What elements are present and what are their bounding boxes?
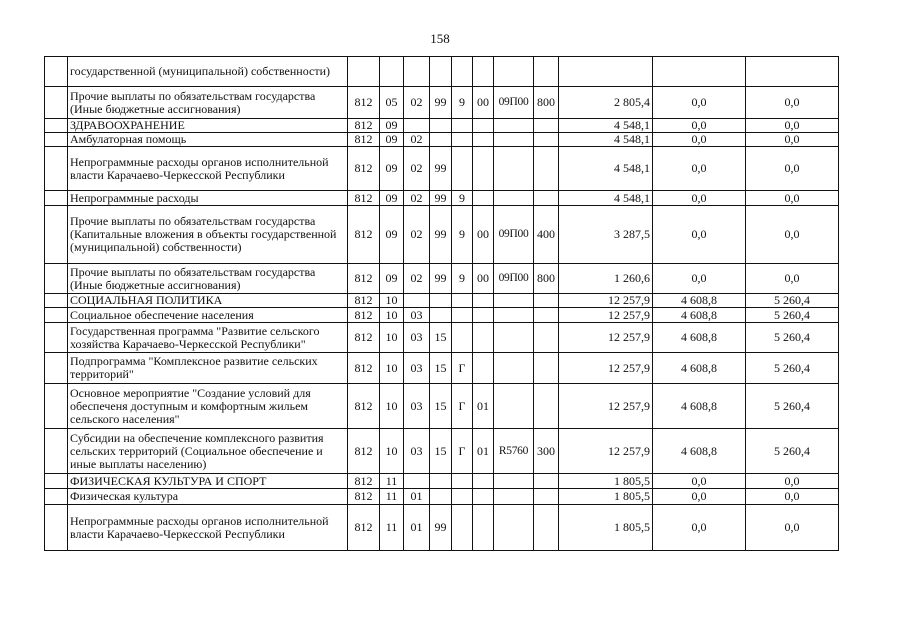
section-code-cell: 10 <box>380 308 404 323</box>
amount-year3-cell: 0,0 <box>746 264 839 294</box>
amount-year1-cell: 1 805,5 <box>559 474 653 489</box>
amount-year3-cell: 5 260,4 <box>746 429 839 474</box>
expense-type-code-cell <box>534 147 559 191</box>
row-name-cell: Амбулаторная помощь <box>68 133 348 147</box>
subprogram-code-cell <box>452 119 473 133</box>
row-margin-cell <box>45 353 68 384</box>
section-code-cell: 09 <box>380 191 404 206</box>
admin-code-cell: 812 <box>348 429 380 474</box>
admin-code-cell: 812 <box>348 294 380 308</box>
amount-year3-cell <box>746 57 839 87</box>
row-name-cell: Подпрограмма "Комплексное развитие сельских территорий" <box>68 353 348 384</box>
program-code-cell: 99 <box>430 191 452 206</box>
row-margin-cell <box>45 429 68 474</box>
program-code-cell: 99 <box>430 87 452 119</box>
subsection-code-cell: 02 <box>404 133 430 147</box>
section-code-cell: 10 <box>380 323 404 353</box>
row-name-cell: СОЦИАЛЬНАЯ ПОЛИТИКА <box>68 294 348 308</box>
table-row <box>45 147 839 191</box>
subprogram-code-cell <box>452 474 473 489</box>
amount-year3-cell: 5 260,4 <box>746 308 839 323</box>
table-row <box>45 323 839 353</box>
expense-type-code-cell <box>534 133 559 147</box>
amount-year1-cell <box>559 57 653 87</box>
expense-type-code-cell <box>534 505 559 551</box>
amount-year1-cell: 12 257,9 <box>559 429 653 474</box>
table-row <box>45 133 839 147</box>
amount-year3-cell: 0,0 <box>746 191 839 206</box>
section-code-cell: 09 <box>380 133 404 147</box>
section-code-cell: 09 <box>380 206 404 264</box>
subprogram-code-cell: Г <box>452 429 473 474</box>
amount-year3-cell: 5 260,4 <box>746 384 839 429</box>
row-name-cell: Социальное обеспечение населения <box>68 308 348 323</box>
subsection-code-cell <box>404 474 430 489</box>
amount-year2-cell: 0,0 <box>653 505 746 551</box>
admin-code-cell: 812 <box>348 489 380 505</box>
subsection-code-cell <box>404 57 430 87</box>
row-margin-cell <box>45 505 68 551</box>
section-code-cell: 09 <box>380 119 404 133</box>
expense-type-code-cell <box>534 119 559 133</box>
subprogram-code-cell <box>452 489 473 505</box>
table-row <box>45 384 839 429</box>
section-code-cell: 11 <box>380 505 404 551</box>
direction-code-cell <box>494 294 534 308</box>
subprogram-code-cell: Г <box>452 353 473 384</box>
direction-code-cell <box>494 57 534 87</box>
section-code-cell: 09 <box>380 264 404 294</box>
row-name-cell: ФИЗИЧЕСКАЯ КУЛЬТУРА И СПОРТ <box>68 474 348 489</box>
program-code-cell <box>430 474 452 489</box>
subprogram-code-cell <box>452 294 473 308</box>
event-code-cell <box>473 191 494 206</box>
admin-code-cell: 812 <box>348 308 380 323</box>
amount-year3-cell: 5 260,4 <box>746 353 839 384</box>
program-code-cell <box>430 133 452 147</box>
amount-year1-cell: 12 257,9 <box>559 323 653 353</box>
amount-year1-cell: 12 257,9 <box>559 294 653 308</box>
section-code-cell: 10 <box>380 353 404 384</box>
event-code-cell <box>473 133 494 147</box>
event-code-cell <box>473 489 494 505</box>
admin-code-cell: 812 <box>348 206 380 264</box>
amount-year2-cell: 0,0 <box>653 191 746 206</box>
direction-code-cell: R5760 <box>494 429 534 474</box>
direction-code-cell <box>494 474 534 489</box>
section-code-cell: 11 <box>380 474 404 489</box>
amount-year2-cell: 4 608,8 <box>653 429 746 474</box>
row-name-cell: Субсидии на обеспечение комплексного развития сельских территорий (Социальное обеспечение и иные выплаты населению) <box>68 429 348 474</box>
subsection-code-cell <box>404 294 430 308</box>
event-code-cell <box>473 119 494 133</box>
program-code-cell <box>430 119 452 133</box>
row-name-cell: Государственная программа "Развитие сельского хозяйства Карачаево-Черкесской Республики" <box>68 323 348 353</box>
section-code-cell: 11 <box>380 489 404 505</box>
direction-code-cell <box>494 119 534 133</box>
admin-code-cell: 812 <box>348 353 380 384</box>
row-margin-cell <box>45 489 68 505</box>
row-margin-cell <box>45 474 68 489</box>
table-row <box>45 57 839 87</box>
direction-code-cell <box>494 308 534 323</box>
direction-code-cell <box>494 384 534 429</box>
event-code-cell: 01 <box>473 429 494 474</box>
row-name-cell: Прочие выплаты по обязательствам государства (Иные бюджетные ассигнования) <box>68 264 348 294</box>
amount-year1-cell: 4 548,1 <box>559 119 653 133</box>
subprogram-code-cell <box>452 133 473 147</box>
event-code-cell <box>473 308 494 323</box>
subsection-code-cell <box>404 119 430 133</box>
amount-year2-cell: 0,0 <box>653 119 746 133</box>
amount-year2-cell: 4 608,8 <box>653 323 746 353</box>
amount-year3-cell: 0,0 <box>746 119 839 133</box>
expense-type-code-cell <box>534 323 559 353</box>
section-code-cell <box>380 57 404 87</box>
amount-year2-cell: 4 608,8 <box>653 384 746 429</box>
direction-code-cell <box>494 323 534 353</box>
program-code-cell <box>430 57 452 87</box>
row-name-cell: Непрограммные расходы органов исполнительной власти Карачаево-Черкесской Республики <box>68 147 348 191</box>
subsection-code-cell: 02 <box>404 206 430 264</box>
section-code-cell: 10 <box>380 429 404 474</box>
expense-type-code-cell <box>534 384 559 429</box>
program-code-cell <box>430 489 452 505</box>
amount-year2-cell: 0,0 <box>653 133 746 147</box>
program-code-cell: 15 <box>430 384 452 429</box>
table-row <box>45 264 839 294</box>
table-body <box>45 57 839 551</box>
admin-code-cell <box>348 57 380 87</box>
amount-year2-cell: 4 608,8 <box>653 308 746 323</box>
program-code-cell: 99 <box>430 505 452 551</box>
amount-year2-cell <box>653 57 746 87</box>
amount-year3-cell: 0,0 <box>746 505 839 551</box>
program-code-cell: 15 <box>430 429 452 474</box>
direction-code-cell <box>494 489 534 505</box>
amount-year2-cell: 0,0 <box>653 87 746 119</box>
subsection-code-cell: 02 <box>404 87 430 119</box>
amount-year1-cell: 3 287,5 <box>559 206 653 264</box>
subprogram-code-cell <box>452 505 473 551</box>
section-code-cell: 09 <box>380 147 404 191</box>
expense-type-code-cell <box>534 353 559 384</box>
table-row <box>45 119 839 133</box>
subsection-code-cell: 02 <box>404 264 430 294</box>
row-margin-cell <box>45 323 68 353</box>
expense-type-code-cell: 300 <box>534 429 559 474</box>
table-row <box>45 429 839 474</box>
amount-year3-cell: 0,0 <box>746 133 839 147</box>
row-name-cell: Физическая культура <box>68 489 348 505</box>
subsection-code-cell: 03 <box>404 308 430 323</box>
table-row <box>45 308 839 323</box>
admin-code-cell: 812 <box>348 323 380 353</box>
table-row <box>45 505 839 551</box>
direction-code-cell <box>494 505 534 551</box>
subprogram-code-cell <box>452 308 473 323</box>
row-margin-cell <box>45 264 68 294</box>
direction-code-cell <box>494 353 534 384</box>
event-code-cell: 00 <box>473 264 494 294</box>
program-code-cell: 15 <box>430 353 452 384</box>
expense-type-code-cell: 800 <box>534 87 559 119</box>
row-margin-cell <box>45 308 68 323</box>
amount-year1-cell: 1 805,5 <box>559 505 653 551</box>
event-code-cell: 00 <box>473 87 494 119</box>
event-code-cell <box>473 474 494 489</box>
expense-type-code-cell <box>534 308 559 323</box>
row-name-cell: Основное мероприятие "Создание условий для обеспеченя доступным и комфортным жильем сельского населения" <box>68 384 348 429</box>
subsection-code-cell: 03 <box>404 353 430 384</box>
amount-year1-cell: 12 257,9 <box>559 308 653 323</box>
expense-type-code-cell <box>534 57 559 87</box>
admin-code-cell: 812 <box>348 505 380 551</box>
event-code-cell <box>473 294 494 308</box>
section-code-cell: 10 <box>380 294 404 308</box>
amount-year2-cell: 4 608,8 <box>653 353 746 384</box>
admin-code-cell: 812 <box>348 147 380 191</box>
row-margin-cell <box>45 294 68 308</box>
amount-year1-cell: 4 548,1 <box>559 147 653 191</box>
table-row <box>45 474 839 489</box>
amount-year1-cell: 12 257,9 <box>559 353 653 384</box>
row-margin-cell <box>45 191 68 206</box>
admin-code-cell: 812 <box>348 264 380 294</box>
program-code-cell <box>430 308 452 323</box>
table-row <box>45 353 839 384</box>
row-name-cell: Прочие выплаты по обязательствам государства (Капитальные вложения в объекты государственной (муниципальной) собственности) <box>68 206 348 264</box>
amount-year1-cell: 4 548,1 <box>559 191 653 206</box>
table-row <box>45 87 839 119</box>
program-code-cell: 99 <box>430 206 452 264</box>
row-margin-cell <box>45 119 68 133</box>
direction-code-cell: 09П00 <box>494 264 534 294</box>
admin-code-cell: 812 <box>348 133 380 147</box>
row-margin-cell <box>45 87 68 119</box>
program-code-cell: 99 <box>430 147 452 191</box>
direction-code-cell <box>494 133 534 147</box>
admin-code-cell: 812 <box>348 191 380 206</box>
expense-type-code-cell: 400 <box>534 206 559 264</box>
admin-code-cell: 812 <box>348 119 380 133</box>
program-code-cell <box>430 294 452 308</box>
expense-type-code-cell: 800 <box>534 264 559 294</box>
row-margin-cell <box>45 57 68 87</box>
table-row <box>45 294 839 308</box>
amount-year3-cell: 0,0 <box>746 147 839 191</box>
amount-year1-cell: 12 257,9 <box>559 384 653 429</box>
amount-year3-cell: 0,0 <box>746 87 839 119</box>
subprogram-code-cell: 9 <box>452 264 473 294</box>
amount-year3-cell: 5 260,4 <box>746 294 839 308</box>
amount-year2-cell: 4 608,8 <box>653 294 746 308</box>
program-code-cell: 99 <box>430 264 452 294</box>
admin-code-cell: 812 <box>348 384 380 429</box>
amount-year2-cell: 0,0 <box>653 206 746 264</box>
direction-code-cell: 09П00 <box>494 87 534 119</box>
table-row <box>45 191 839 206</box>
amount-year3-cell: 0,0 <box>746 489 839 505</box>
admin-code-cell: 812 <box>348 87 380 119</box>
subprogram-code-cell: Г <box>452 384 473 429</box>
subprogram-code-cell: 9 <box>452 87 473 119</box>
amount-year3-cell: 0,0 <box>746 206 839 264</box>
amount-year1-cell: 2 805,4 <box>559 87 653 119</box>
amount-year2-cell: 0,0 <box>653 474 746 489</box>
direction-code-cell <box>494 147 534 191</box>
subsection-code-cell: 01 <box>404 505 430 551</box>
amount-year2-cell: 0,0 <box>653 489 746 505</box>
subprogram-code-cell: 9 <box>452 206 473 264</box>
amount-year3-cell: 0,0 <box>746 474 839 489</box>
amount-year1-cell: 4 548,1 <box>559 133 653 147</box>
page-number: 158 <box>430 31 450 46</box>
admin-code-cell: 812 <box>348 474 380 489</box>
event-code-cell <box>473 57 494 87</box>
direction-code-cell: 09П00 <box>494 206 534 264</box>
row-margin-cell <box>45 206 68 264</box>
section-code-cell: 10 <box>380 384 404 429</box>
subprogram-code-cell: 9 <box>452 191 473 206</box>
event-code-cell <box>473 505 494 551</box>
amount-year1-cell: 1 805,5 <box>559 489 653 505</box>
budget-table <box>44 56 839 551</box>
subsection-code-cell: 02 <box>404 147 430 191</box>
subsection-code-cell: 03 <box>404 323 430 353</box>
event-code-cell <box>473 353 494 384</box>
event-code-cell: 01 <box>473 384 494 429</box>
subsection-code-cell: 02 <box>404 191 430 206</box>
amount-year1-cell: 1 260,6 <box>559 264 653 294</box>
expense-type-code-cell <box>534 294 559 308</box>
row-name-cell: государственной (муниципальной) собственности) <box>68 57 348 87</box>
row-margin-cell <box>45 147 68 191</box>
amount-year2-cell: 0,0 <box>653 147 746 191</box>
row-name-cell: Непрограммные расходы органов исполнительной власти Карачаево-Черкесской Республики <box>68 505 348 551</box>
expense-type-code-cell <box>534 489 559 505</box>
direction-code-cell <box>494 191 534 206</box>
program-code-cell: 15 <box>430 323 452 353</box>
row-name-cell: ЗДРАВООХРАНЕНИЕ <box>68 119 348 133</box>
event-code-cell: 00 <box>473 206 494 264</box>
table-row <box>45 489 839 505</box>
row-name-cell: Прочие выплаты по обязательствам государства (Иные бюджетные ассигнования) <box>68 87 348 119</box>
subsection-code-cell: 03 <box>404 429 430 474</box>
event-code-cell <box>473 147 494 191</box>
expense-type-code-cell <box>534 474 559 489</box>
subprogram-code-cell <box>452 147 473 191</box>
expense-type-code-cell <box>534 191 559 206</box>
row-name-cell: Непрограммные расходы <box>68 191 348 206</box>
subprogram-code-cell <box>452 323 473 353</box>
subprogram-code-cell <box>452 57 473 87</box>
event-code-cell <box>473 323 494 353</box>
row-margin-cell <box>45 384 68 429</box>
table-row <box>45 206 839 264</box>
amount-year3-cell: 5 260,4 <box>746 323 839 353</box>
subsection-code-cell: 01 <box>404 489 430 505</box>
row-margin-cell <box>45 133 68 147</box>
amount-year2-cell: 0,0 <box>653 264 746 294</box>
section-code-cell: 05 <box>380 87 404 119</box>
subsection-code-cell: 03 <box>404 384 430 429</box>
